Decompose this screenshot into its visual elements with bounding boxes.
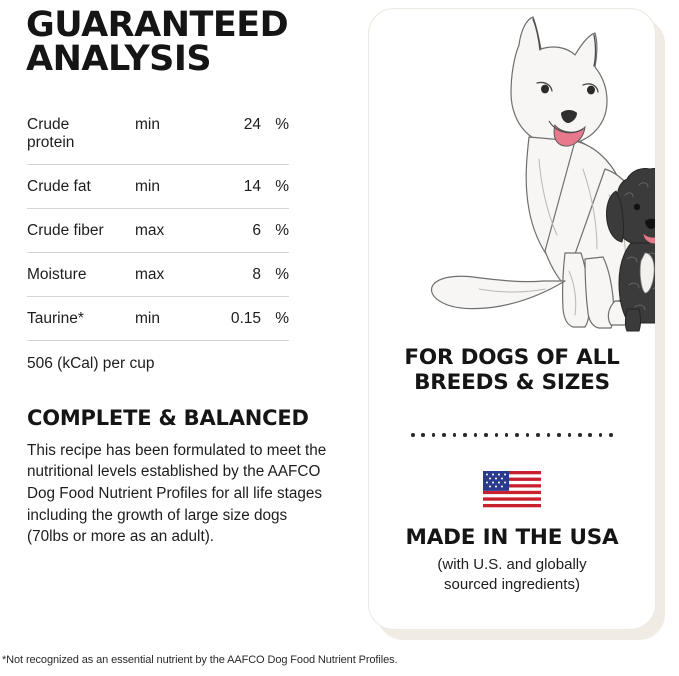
guaranteed-analysis-table-body <box>27 103 289 341</box>
nutrient-value: 24 <box>243 115 261 133</box>
breeds-statement <box>369 345 655 396</box>
nutrient-name: Crude protein <box>27 115 75 151</box>
table-row <box>27 208 289 252</box>
nutrient-unit: % <box>275 309 289 327</box>
table-row <box>27 164 289 208</box>
two-dogs-illustration <box>369 9 655 339</box>
nutrient-name: Moisture <box>27 265 87 283</box>
calorie-content: 506 (kCal) per cup <box>27 354 155 372</box>
nutrient-qualifier: max <box>135 221 165 239</box>
nutrient-unit: % <box>275 265 289 283</box>
dotted-divider <box>411 433 613 437</box>
guaranteed-analysis-table <box>27 103 289 341</box>
made-in-usa-heading: MADE IN THE USA <box>405 525 619 550</box>
page-title <box>26 5 356 80</box>
made-in-usa-subtext-line-1: (with U.S. and globally <box>437 556 587 573</box>
nutrient-qualifier: min <box>135 309 160 327</box>
nutrient-value: 6 <box>252 221 261 239</box>
nutrient-qualifier: max <box>135 265 165 283</box>
made-in-usa-subtext <box>369 555 655 595</box>
nutrient-name: Crude fiber <box>27 221 104 239</box>
nutrient-unit: % <box>275 221 289 239</box>
table-row <box>27 252 289 296</box>
complete-balanced-heading: COMPLETE & BALANCED <box>27 405 309 430</box>
nutrient-value: 8 <box>252 265 261 283</box>
complete-balanced-body: This recipe has been formulated to meet the nutritional levels established by the AAFCO Dog Food Nutrient Profiles for all life stages including the growth of large size dogs (70lbs or more as an adult). <box>27 441 327 546</box>
table-row <box>27 296 289 340</box>
page-title-line-2: ANALYSIS <box>26 39 212 80</box>
usa-flag-icon <box>483 471 541 508</box>
page-title-line-1: GUARANTEED <box>26 5 289 45</box>
breeds-line-2: BREEDS & SIZES <box>414 370 610 396</box>
nutrient-unit: % <box>275 115 289 133</box>
nutrient-qualifier: min <box>135 115 160 133</box>
breeds-line-1: FOR DOGS OF ALL <box>404 345 620 370</box>
guaranteed-analysis-section <box>26 5 356 548</box>
nutrient-value: 14 <box>243 177 261 195</box>
footnote: *Not recognized as an essential nutrient by the AAFCO Dog Food Nutrient Profiles. <box>2 654 398 666</box>
made-in-usa-subtext-line-2: sourced ingredients) <box>444 575 580 593</box>
nutrient-name: Crude fat <box>27 177 91 195</box>
dog-info-card <box>368 8 656 630</box>
nutrient-qualifier: min <box>135 177 160 195</box>
nutrient-unit: % <box>275 177 289 195</box>
table-row <box>27 103 289 165</box>
nutrient-value: 0.15 <box>230 309 261 327</box>
nutrient-name: Taurine* <box>27 309 84 327</box>
